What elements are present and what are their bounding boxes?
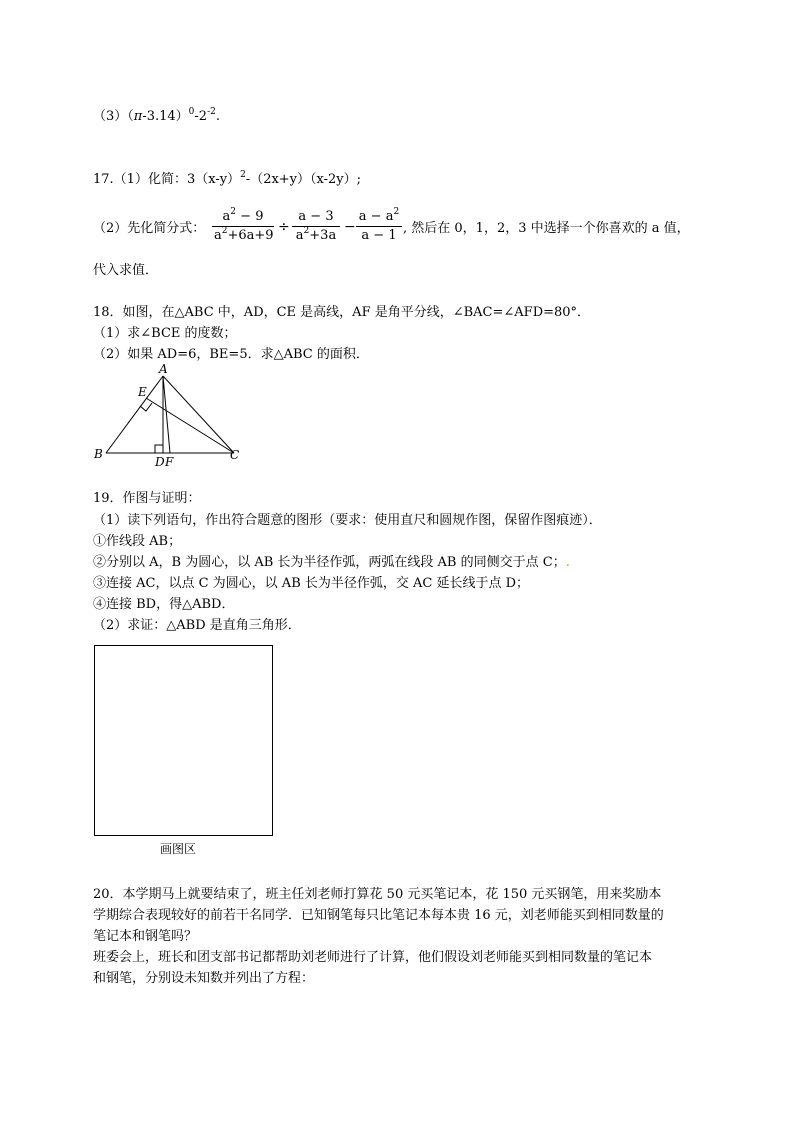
- q16-part3: [93, 108, 220, 126]
- f1-den-a: a: [214, 228, 222, 243]
- f2-den-b: +3a: [309, 228, 337, 243]
- right-angle-mark-d: [155, 445, 163, 453]
- q19-step3: ③连接 AC，以点 C 为圆心，以 AB 长为半径作弧，交 AC 延长线于点 D；: [93, 576, 530, 591]
- q19-title: 19．作图与证明：: [93, 491, 201, 506]
- q16-exp0: 0: [188, 107, 195, 117]
- fraction-2-denominator: [292, 227, 340, 245]
- q18-part2: （2）如果 AD=6，BE=5．求△ABC 的面积．: [93, 347, 369, 362]
- q16-text-c: -2: [194, 109, 208, 124]
- q17-part2-suffix: , 然后在 0，1，2，3 中选择一个你喜欢的 a 值，: [403, 221, 690, 236]
- f3-num-exp: 2: [393, 207, 400, 217]
- fraction-2: [292, 208, 340, 245]
- label-e: E: [138, 385, 147, 399]
- label-c: C: [230, 448, 240, 462]
- label-b: B: [94, 447, 103, 461]
- label-f: F: [165, 455, 174, 469]
- f2-den-exp: 2: [303, 226, 310, 236]
- divide-sign: ÷: [278, 219, 290, 235]
- f1-den-exp: 2: [221, 226, 228, 236]
- q17-part2-cont: 代入求值．: [93, 263, 159, 278]
- right-angle-mark-e: [140, 403, 152, 411]
- q19-step2-text: ②分别以 A，B 为圆心，以 AB 长为半径作弧，两弧在线段 AB 的同侧交于点 C；: [93, 555, 566, 570]
- q17-part1-text-b: -（2x+y）（x-2y）;: [245, 172, 362, 187]
- label-a: A: [159, 362, 168, 376]
- q20-line4: 班委会上，班长和团支部书记都帮助刘老师进行了计算，他们假设刘老师能买到相同数量的笔记本: [93, 950, 653, 965]
- f1-den-b: +6a+9: [227, 228, 274, 243]
- q20-line5: 和钢笔，分别设未知数并列出了方程：: [93, 971, 315, 986]
- f3-num-a: a − a: [358, 209, 394, 224]
- q19-step2-dot: .: [565, 555, 570, 570]
- q16-text-a: （3）（: [93, 109, 134, 124]
- label-d: D: [155, 455, 165, 469]
- q16-text-b: -3.14）: [142, 109, 189, 124]
- segment-af: [163, 376, 170, 453]
- q17-part1-exp: 2: [240, 170, 246, 180]
- q17-part2-prefix: （2）先化简分式：: [93, 221, 206, 236]
- fraction-2-numerator: a − 3: [298, 209, 334, 224]
- f2-den-a: a: [295, 228, 304, 243]
- segment-ac: [163, 376, 234, 453]
- q20-line3: 笔记本和钢笔吗？: [93, 929, 198, 944]
- q18-stem: 18．如图，在△ABC 中，AD，CE 是高线，AF 是角平分线，∠BAC=∠AFD=80°．: [93, 305, 591, 320]
- q19-step2: [93, 554, 570, 572]
- q20-line1: 20．本学期马上就要结束了，班主任刘老师打算花 50 元买笔记本，花 150 元买钢笔，用来奖励本: [93, 887, 662, 902]
- q19-step4: ④连接 BD，得△ABD．: [93, 597, 235, 612]
- segment-ce: [146, 398, 234, 453]
- f1-num-a: a: [222, 209, 231, 224]
- q17-part1: [93, 171, 361, 189]
- minus-sign: −: [344, 219, 356, 235]
- q17-part1-text-a: 17.（1）化简：3（x-y）: [93, 172, 241, 187]
- q19-part2: （2）求证：△ABD 是直角三角形．: [93, 618, 301, 633]
- fraction-3: [356, 208, 402, 245]
- q16-exp2: -2: [207, 107, 216, 117]
- q18-part1: （1）求∠BCE 的度数；: [93, 326, 237, 341]
- fraction-3-denominator: a − 1: [361, 228, 397, 243]
- q16-text-d: .: [215, 109, 220, 124]
- fraction-1: [212, 208, 274, 245]
- drawing-area[interactable]: [94, 645, 273, 836]
- pi-symbol: π: [133, 109, 143, 124]
- fraction-1-denominator: [212, 227, 274, 245]
- segment-ab: [106, 376, 163, 453]
- f1-num-b: − 9: [236, 209, 264, 224]
- fraction-1-numerator: [212, 208, 274, 226]
- drawing-area-caption: 画图区: [160, 842, 197, 856]
- fraction-3-numerator: [356, 208, 402, 226]
- q19-step1: ①作线段 AB；: [93, 534, 182, 549]
- q19-part1: （1）读下列语句，作出符合题意的图形（要求：使用直尺和圆规作图，保留作图痕迹）．: [93, 513, 602, 528]
- f1-num-exp: 2: [230, 207, 237, 217]
- q20-line2: 学期综合表现较好的前若干名同学．已知钢笔每只比笔记本每本贵 16 元，刘老师能买到相同数量的: [93, 908, 664, 923]
